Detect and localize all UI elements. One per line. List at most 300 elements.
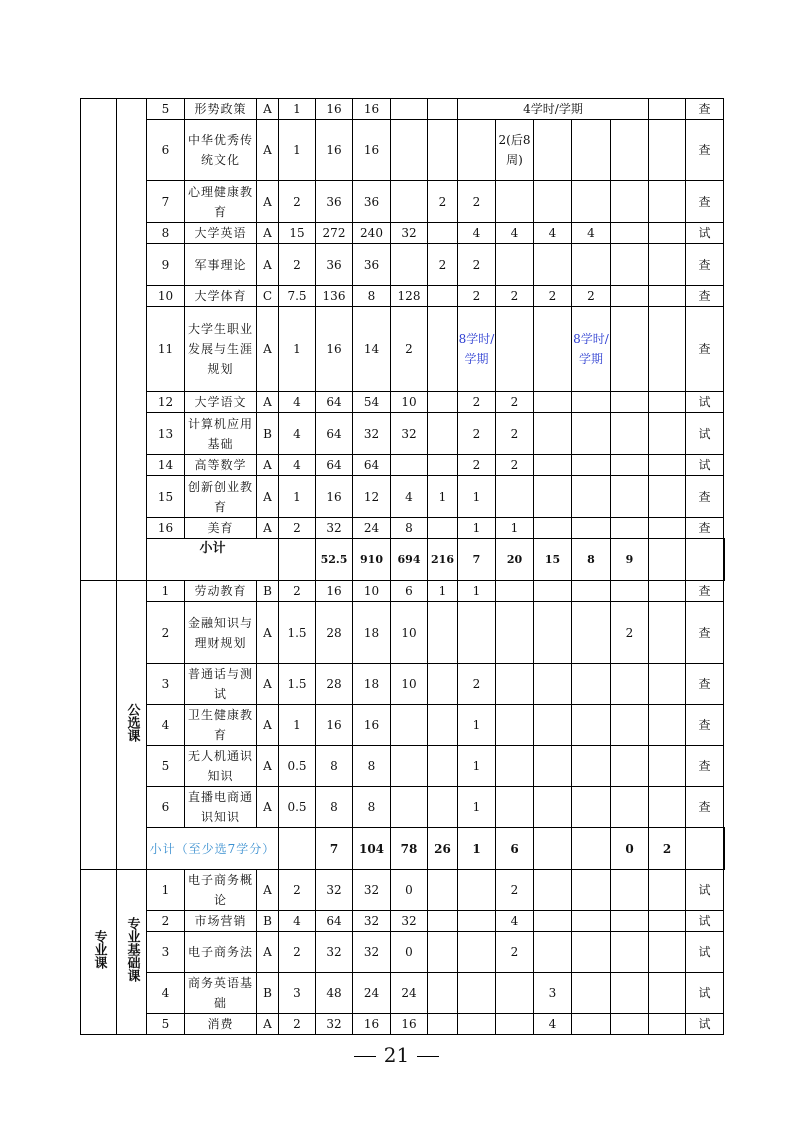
course-credit: 2 [279,1014,316,1035]
semester-3: 2 [496,392,534,413]
category-cell [81,581,117,870]
table-row [81,932,725,973]
course-theory: 18 [353,664,391,705]
course-practice [391,705,428,746]
course-credit: 2 [279,932,316,973]
semester-4: 2 [534,286,572,307]
table-row [81,1014,725,1035]
exam-type: 查 [686,307,724,392]
course-type: A [257,705,279,746]
semester-7 [649,223,686,244]
semester-6: 2 [611,602,649,664]
semester-7 [649,413,686,455]
course-theory: 8 [353,787,391,828]
semester-7 [649,664,686,705]
semester-2 [458,973,496,1014]
semester-5 [572,581,611,602]
semester-2 [458,1014,496,1035]
table-row [81,244,725,286]
elective-subtotal-s4 [572,828,611,870]
course-theory: 24 [353,518,391,539]
table-row [81,413,725,455]
semester-3 [496,705,534,746]
semester-7 [649,870,686,911]
semester-5: 8学时/学期 [572,307,611,392]
course-practice: 32 [391,413,428,455]
semester-7 [649,455,686,476]
course-practice: 32 [391,223,428,244]
table-row [81,120,725,181]
semester-3: 4 [496,911,534,932]
semester-3 [496,476,534,518]
course-credit: 0.5 [279,746,316,787]
semester-7 [649,181,686,223]
semester-7 [649,911,686,932]
course-name: 直播电商通识知识 [185,787,257,828]
course-type: A [257,602,279,664]
semester-3: 2 [496,455,534,476]
semester-1 [428,99,458,120]
course-type: A [257,307,279,392]
course-total: 16 [316,581,353,602]
semester-1 [428,413,458,455]
course-credit: 1 [279,705,316,746]
course-practice [391,244,428,286]
course-total: 32 [316,518,353,539]
course-total: 32 [316,932,353,973]
subtotal-exam [724,828,725,870]
semester-2: 2 [458,413,496,455]
semester-5 [572,413,611,455]
semester-4 [534,413,572,455]
semester-1 [428,664,458,705]
course-theory: 18 [353,602,391,664]
subtotal-exam [724,539,725,581]
major-group [117,870,147,1035]
semester-2: 2 [458,664,496,705]
course-name: 创新创业教育 [185,476,257,518]
course-practice: 10 [391,664,428,705]
course-total: 28 [316,602,353,664]
semester-6 [611,911,649,932]
semester-2: 2 [458,392,496,413]
course-no: 6 [147,120,185,181]
semester-3 [496,181,534,223]
semester-6 [611,1014,649,1035]
semester-4 [534,476,572,518]
course-name: 计算机应用基础 [185,413,257,455]
semester-1: 1 [428,581,458,602]
semester-4 [534,602,572,664]
course-practice: 0 [391,932,428,973]
course-practice: 24 [391,973,428,1014]
semester-1 [428,602,458,664]
semester-1 [428,307,458,392]
elective-subtotal-s1: 1 [458,828,496,870]
semester-4 [534,392,572,413]
semester-7 [649,1014,686,1035]
subtotal-credit: 52.5 [316,539,353,581]
subtotal-row [81,539,725,581]
course-name: 大学生职业发展与生涯规划 [185,307,257,392]
semester-5 [572,705,611,746]
course-no: 10 [147,286,185,307]
course-credit: 3 [279,973,316,1014]
course-name: 商务英语基础 [185,973,257,1014]
exam-type: 试 [686,932,724,973]
course-no: 5 [147,746,185,787]
course-theory: 8 [353,746,391,787]
course-type: A [257,181,279,223]
course-total: 64 [316,392,353,413]
semester-2: 1 [458,705,496,746]
exam-type: 试 [686,911,724,932]
semester-3: 2 [496,932,534,973]
exam-type: 查 [686,476,724,518]
semester-2: 1 [458,476,496,518]
semester-7 [649,307,686,392]
semester-7 [649,746,686,787]
semester-3: 2 [496,413,534,455]
table-row [81,705,725,746]
semester-4: 4 [534,1014,572,1035]
semester-6 [611,518,649,539]
course-type: B [257,413,279,455]
exam-type: 试 [686,973,724,1014]
semester-4 [534,705,572,746]
semester-2: 2 [458,455,496,476]
course-no: 5 [147,99,185,120]
semester-7 [649,244,686,286]
semester-7 [649,518,686,539]
semester-3 [496,581,534,602]
semester-2: 2 [458,244,496,286]
semester-1 [428,746,458,787]
semester-4 [534,932,572,973]
course-theory: 32 [353,911,391,932]
exam-type: 试 [686,455,724,476]
semester-4 [534,870,572,911]
exam-type: 查 [686,746,724,787]
semester-3: 2(后8周) [496,120,534,181]
major-category [81,870,117,1035]
course-total: 36 [316,244,353,286]
course-practice: 0 [391,870,428,911]
semester-6 [611,705,649,746]
semester-4 [534,911,572,932]
semester-6 [611,413,649,455]
semester-1 [428,911,458,932]
course-total: 28 [316,664,353,705]
semester-6 [611,581,649,602]
semester-2: 1 [458,581,496,602]
semester-1 [428,455,458,476]
course-name: 无人机通识知识 [185,746,257,787]
course-name: 军事理论 [185,244,257,286]
category-cell [81,99,117,581]
course-credit: 4 [279,455,316,476]
course-total: 64 [316,413,353,455]
course-total: 16 [316,99,353,120]
semester-6 [611,476,649,518]
exam-type: 查 [686,581,724,602]
semester-1: 1 [428,476,458,518]
exam-type: 试 [686,870,724,911]
course-credit: 2 [279,244,316,286]
semester-6 [611,307,649,392]
course-credit: 1 [279,99,316,120]
semester-5 [572,664,611,705]
elective-subtotal-credit: 7 [316,828,353,870]
semester-4 [534,307,572,392]
course-credit: 1 [279,476,316,518]
semester-3: 4 [496,223,534,244]
semester-6 [611,932,649,973]
subtotal-s6 [649,539,686,581]
semester-3 [496,787,534,828]
course-name: 大学英语 [185,223,257,244]
semester-4: 4 [534,223,572,244]
course-total: 8 [316,746,353,787]
elective-group [117,581,147,870]
subtotal-s2: 20 [496,539,534,581]
semester-3: 2 [496,286,534,307]
semester-6 [611,787,649,828]
exam-type: 查 [686,705,724,746]
course-theory: 36 [353,181,391,223]
course-no: 7 [147,181,185,223]
course-credit: 1.5 [279,602,316,664]
course-no: 2 [147,602,185,664]
course-type: A [257,244,279,286]
course-theory: 12 [353,476,391,518]
course-no: 12 [147,392,185,413]
semester-5 [572,870,611,911]
course-no: 1 [147,870,185,911]
semester-5 [572,244,611,286]
semester-6 [611,244,649,286]
course-no: 6 [147,787,185,828]
course-theory: 240 [353,223,391,244]
semester-5: 4 [572,223,611,244]
course-total: 16 [316,307,353,392]
course-practice: 2 [391,307,428,392]
elective-subtotal-label: 小计（至少选7学分） [147,828,279,870]
course-no: 2 [147,911,185,932]
course-practice [391,99,428,120]
table-row [81,911,725,932]
course-type: A [257,120,279,181]
semester-3 [496,602,534,664]
course-total: 32 [316,870,353,911]
table-row [81,476,725,518]
course-credit: 1 [279,120,316,181]
semester-1 [428,392,458,413]
course-theory: 64 [353,455,391,476]
exam-type: 查 [686,787,724,828]
course-practice: 10 [391,602,428,664]
course-name: 消费 [185,1014,257,1035]
course-theory: 36 [353,244,391,286]
semester-6 [611,223,649,244]
exam-type: 试 [686,392,724,413]
semester-2 [458,602,496,664]
course-total: 136 [316,286,353,307]
course-credit: 2 [279,181,316,223]
semester-1 [428,973,458,1014]
course-total: 16 [316,705,353,746]
course-theory: 10 [353,581,391,602]
course-name: 金融知识与理财规划 [185,602,257,664]
semester-2: 1 [458,787,496,828]
major-group-label: 专业基础课 [124,916,140,982]
semester-2: 2 [458,181,496,223]
course-no: 3 [147,664,185,705]
course-theory: 8 [353,286,391,307]
semester-6 [611,120,649,181]
course-type: A [257,455,279,476]
semester-5 [572,911,611,932]
semester-5 [572,392,611,413]
semester-3: 1 [496,518,534,539]
course-credit: 2 [279,518,316,539]
table-row [81,223,725,244]
semester-7 [649,932,686,973]
course-total: 272 [316,223,353,244]
course-theory: 14 [353,307,391,392]
semester-4 [534,787,572,828]
course-practice [391,181,428,223]
elective-subtotal-theory: 78 [391,828,428,870]
table-row [81,581,725,602]
exam-type: 查 [686,99,724,120]
course-practice [391,746,428,787]
major-category-label: 专业课 [91,929,107,969]
semester-4 [534,581,572,602]
semester-6 [611,181,649,223]
course-theory: 32 [353,870,391,911]
semester-4 [534,181,572,223]
course-name: 大学语文 [185,392,257,413]
course-name: 心理健康教育 [185,181,257,223]
semester-1 [428,286,458,307]
semester-3 [496,973,534,1014]
exam-type: 查 [686,664,724,705]
course-total: 64 [316,911,353,932]
course-credit: 2 [279,581,316,602]
semester-5 [572,746,611,787]
course-type: A [257,392,279,413]
semester-6 [611,455,649,476]
semester-5 [572,602,611,664]
course-total: 36 [316,181,353,223]
table-row [81,307,725,392]
table-row [81,973,725,1014]
semester-2 [458,911,496,932]
semester-4 [534,664,572,705]
semester-2 [458,120,496,181]
table-row [81,99,725,120]
semester-7 [649,973,686,1014]
course-no: 13 [147,413,185,455]
semester-5 [572,1014,611,1035]
course-practice: 16 [391,1014,428,1035]
elective-subtotal-s2: 6 [496,828,534,870]
course-theory: 16 [353,705,391,746]
semester-5 [572,932,611,973]
course-theory: 54 [353,392,391,413]
semester-6 [611,746,649,787]
course-practice: 6 [391,581,428,602]
subtotal-total: 910 [353,539,391,581]
table-row [81,181,725,223]
course-type: A [257,518,279,539]
course-name: 卫生健康教育 [185,705,257,746]
elective-subtotal-practice: 26 [428,828,458,870]
elective-subtotal-row [81,828,725,870]
course-type: B [257,973,279,1014]
course-type: A [257,1014,279,1035]
subtotal-s1: 7 [458,539,496,581]
course-credit: 7.5 [279,286,316,307]
course-name: 美育 [185,518,257,539]
table-row [81,787,725,828]
semester-6 [611,286,649,307]
semester-2 [458,932,496,973]
semester-1 [428,705,458,746]
course-total: 64 [316,455,353,476]
semester-7 [649,602,686,664]
semester-3 [496,307,534,392]
course-no: 8 [147,223,185,244]
course-credit: 15 [279,223,316,244]
semester-7 [649,787,686,828]
elective-subtotal-s5: 0 [611,828,649,870]
semester-5 [572,181,611,223]
course-theory: 16 [353,1014,391,1035]
semester-2: 8学时/学期 [458,307,496,392]
elective-subtotal-total: 104 [353,828,391,870]
course-no: 5 [147,1014,185,1035]
semester-6 [611,870,649,911]
course-type: A [257,476,279,518]
semester-6 [611,392,649,413]
course-type: B [257,911,279,932]
table-row [81,746,725,787]
exam-type: 查 [686,181,724,223]
semester-1 [428,223,458,244]
course-type: A [257,870,279,911]
elective-group-label: 公选课 [124,702,140,742]
course-type: A [257,223,279,244]
semester-1 [428,518,458,539]
course-total: 16 [316,476,353,518]
exam-type: 查 [686,518,724,539]
table-row [81,455,725,476]
semester-7 [649,705,686,746]
semester-3 [496,746,534,787]
semester-5 [572,518,611,539]
exam-type: 查 [686,244,724,286]
course-no: 14 [147,455,185,476]
course-schedule-table [80,98,725,1035]
semester-4: 3 [534,973,572,1014]
course-name: 劳动教育 [185,581,257,602]
semester-1: 2 [428,181,458,223]
elective-subtotal-s3 [534,828,572,870]
semester-4 [534,746,572,787]
exam-type: 查 [686,120,724,181]
